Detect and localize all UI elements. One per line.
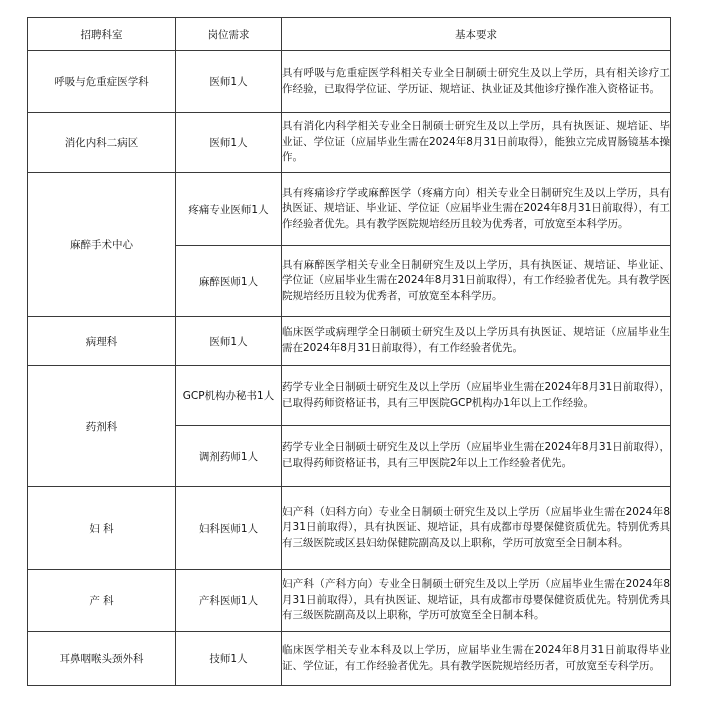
requirement-cell: 具有消化内科学相关专业全日制硕士研究生及以上学历，具有执医证、规培证、毕业证、学位证（应届毕业生需在2024年8月31日前取得），能独立完成胃肠镜基本操作。 (282, 113, 671, 173)
department-cell: 耳鼻咽喉头颈外科 (28, 632, 176, 686)
requirement-cell: 妇产科（妇科方向）专业全日制硕士研究生及以上学历（应届毕业生需在2024年8月31日前取得），具有执医证、规培证，具有成都市母婴保健资质优先。特别优秀具有三级医院或区县妇幼保健院副高及以上职称，学历可放宽至全日制本科。 (282, 487, 671, 570)
header-department: 招聘科室 (28, 18, 176, 51)
position-cell: 妇科医师1人 (176, 487, 282, 570)
department-cell: 麻醉手术中心 (28, 173, 176, 317)
requirement-cell: 具有呼吸与危重症医学科相关专业全日制硕士研究生及以上学历，具有相关诊疗工作经验，已取得学位证、学历证、规培证、执业证及其他诊疗操作准入资格证书。 (282, 51, 671, 113)
header-row (28, 18, 671, 51)
department-cell: 消化内科二病区 (28, 113, 176, 173)
department-cell: 妇 科 (28, 487, 176, 570)
position-cell: 调剂药师1人 (176, 426, 282, 487)
table-row (28, 51, 671, 113)
department-cell: 产 科 (28, 570, 176, 632)
requirement-cell: 具有疼痛诊疗学或麻醉医学（疼痛方向）相关专业全日制研究生及以上学历，具有执医证、规培证、毕业证、学位证（应届毕业生需在2024年8月31日前取得），有工作经验者优先。具有教学医院规培经历且较为优秀者，可放宽至本科学历。 (282, 173, 671, 246)
table-row (28, 173, 671, 246)
department-cell: 药剂科 (28, 366, 176, 487)
requirement-cell: 药学专业全日制硕士研究生及以上学历（应届毕业生需在2024年8月31日前取得），已取得药师资格证书，具有三甲医院2年以上工作经验者优先。 (282, 426, 671, 487)
table-row (28, 317, 671, 366)
position-cell: 医师1人 (176, 113, 282, 173)
position-cell: GCP机构办秘书1人 (176, 366, 282, 426)
table-row (28, 487, 671, 570)
department-cell: 呼吸与危重症医学科 (28, 51, 176, 113)
position-cell: 麻醉医师1人 (176, 246, 282, 317)
position-cell: 医师1人 (176, 51, 282, 113)
table-row (28, 113, 671, 173)
department-cell: 病理科 (28, 317, 176, 366)
table-row (28, 632, 671, 686)
requirement-cell: 临床医学或病理学全日制硕士研究生及以上学历具有执医证、规培证（应届毕业生需在2024年8月31日前取得），有工作经验者优先。 (282, 317, 671, 366)
table-row (28, 570, 671, 632)
requirement-cell: 具有麻醉医学相关专业全日制研究生及以上学历，具有执医证、规培证、毕业证、学位证（应届毕业生需在2024年8月31日前取得），有工作经验者优先。具有教学医院规培经历且较为优秀者，可放宽至本科学历。 (282, 246, 671, 317)
requirement-cell: 药学专业全日制硕士研究生及以上学历（应届毕业生需在2024年8月31日前取得），已取得药师资格证书，具有三甲医院GCP机构办1年以上工作经验。 (282, 366, 671, 426)
header-position: 岗位需求 (176, 18, 282, 51)
position-cell: 产科医师1人 (176, 570, 282, 632)
header-requirement: 基本要求 (282, 18, 671, 51)
position-cell: 医师1人 (176, 317, 282, 366)
position-cell: 技师1人 (176, 632, 282, 686)
position-cell: 疼痛专业医师1人 (176, 173, 282, 246)
recruitment-table (27, 17, 671, 686)
requirement-cell: 妇产科（产科方向）专业全日制硕士研究生及以上学历（应届毕业生需在2024年8月31日前取得），具有执医证、规培证，具有成都市母婴保健资质优先。特别优秀具有三级医院副高及以上职称，学历可放宽至全日制本科。 (282, 570, 671, 632)
table-row (28, 366, 671, 426)
requirement-cell: 临床医学相关专业本科及以上学历，应届毕业生需在2024年8月31日前取得毕业证、学位证，有工作经验者优先。具有教学医院规培经历者，可放宽至专科学历。 (282, 632, 671, 686)
